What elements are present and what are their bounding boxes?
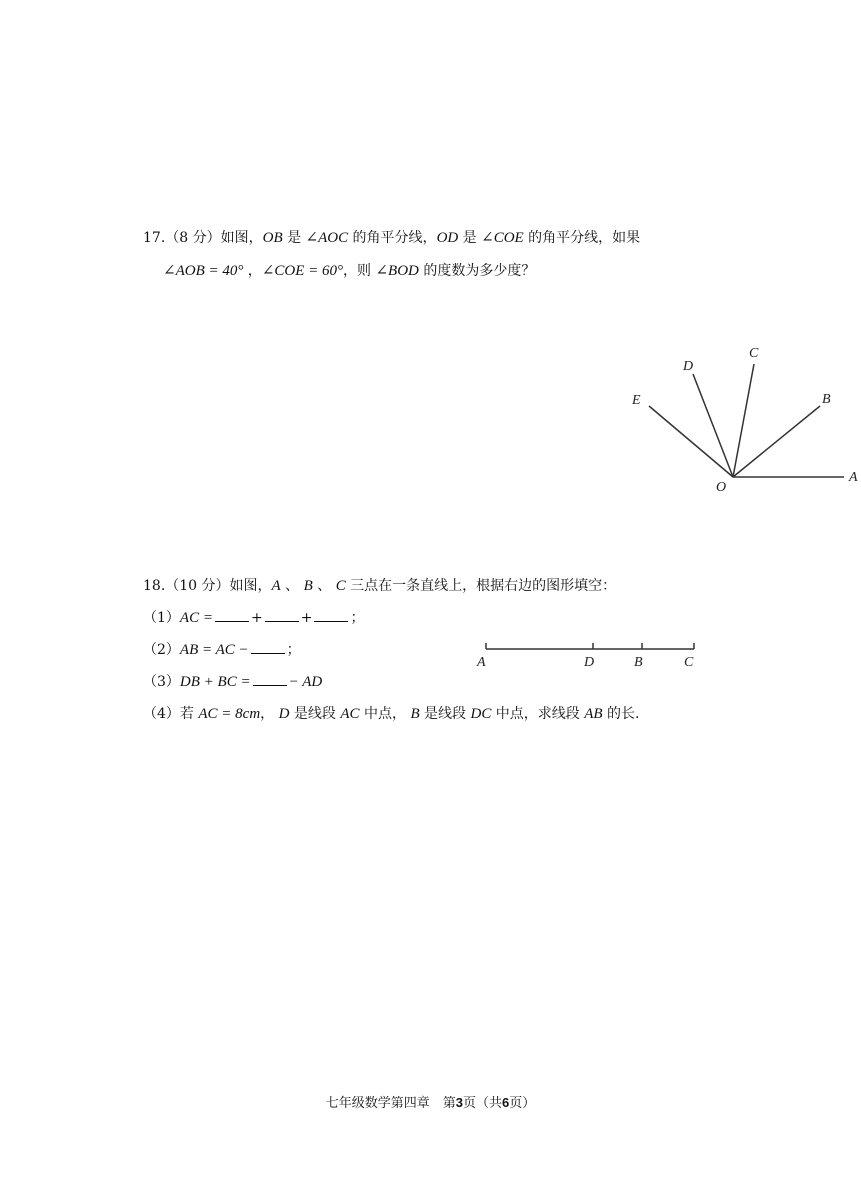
q18-text: 若 — [179, 706, 199, 722]
q18-text: 中点，求线段 — [491, 706, 585, 722]
q18-a: A — [271, 578, 281, 594]
q17-coe-equation: ∠COE = 60° — [261, 263, 344, 279]
q17-angle-figure — [620, 340, 861, 500]
q18-points: （10 分）如图， — [165, 578, 272, 594]
label-a: A — [849, 470, 858, 485]
page-footer — [0, 1092, 861, 1111]
label-d: D — [584, 655, 595, 670]
q18-dc: DC — [470, 706, 492, 722]
q18-ac-equation: AC = 8cm — [198, 706, 261, 722]
q17-text: 的度数为多少度？ — [418, 263, 536, 279]
q18-text: 的长. — [602, 706, 640, 722]
q17-text: 的角平分线，如果 — [523, 230, 641, 246]
q17-od: OD — [436, 230, 459, 246]
q17-angle-aoc: ∠AOC — [305, 230, 349, 246]
q18-item-2 — [143, 640, 301, 660]
q18-item-3 — [143, 672, 322, 692]
item-end: ； — [350, 610, 365, 626]
item-number: （2） — [143, 642, 180, 658]
q17-angle-coe: ∠COE — [481, 230, 524, 246]
plus-sign: + — [300, 610, 313, 626]
item-2-lhs: AB = AC − — [179, 642, 249, 658]
ray-od — [693, 374, 733, 477]
q18-segment-figure — [472, 632, 702, 674]
label-e: E — [632, 393, 641, 408]
q17-text: ，则 — [343, 263, 376, 279]
footer-text: 页（共 — [463, 1096, 503, 1111]
q18-b: B — [303, 578, 313, 594]
q18-ac: AC — [340, 706, 360, 722]
blank-3[interactable] — [253, 673, 287, 686]
label-c: C — [684, 655, 694, 670]
q17-text: 的角平分线， — [348, 230, 437, 246]
q18-ab: AB — [584, 706, 603, 722]
label-b: B — [634, 655, 643, 670]
q18-text: 是线段 — [419, 706, 471, 722]
plus-sign: + — [250, 610, 263, 626]
item-1-lhs: AC = — [179, 610, 213, 626]
q18-c: C — [335, 578, 346, 594]
q18-item-4 — [143, 704, 640, 724]
blank-1a[interactable] — [215, 609, 249, 622]
footer-text: 页） — [509, 1096, 536, 1111]
q17-aob-equation: ∠AOB = 40° — [163, 263, 244, 279]
q17-line2 — [163, 261, 535, 281]
ray-oe — [649, 406, 733, 477]
blank-1c[interactable] — [314, 609, 348, 622]
q18-number: 18. — [143, 578, 166, 594]
footer-total-pages: 6 — [502, 1095, 510, 1110]
label-o: O — [716, 480, 727, 495]
label-d: D — [683, 359, 694, 374]
q18-text: ， — [260, 706, 279, 722]
ray-oc — [733, 364, 754, 477]
q17-text: 是 — [282, 230, 306, 246]
ray-ob — [733, 406, 820, 477]
blank-1b[interactable] — [265, 609, 299, 622]
item-number: （1） — [143, 610, 180, 626]
label-c: C — [749, 346, 759, 361]
footer-page-number: 3 — [455, 1095, 463, 1110]
label-a: A — [477, 655, 486, 670]
q17-text: ， — [243, 263, 262, 279]
item-end: ； — [286, 642, 301, 658]
q18-b: B — [410, 706, 420, 722]
label-b: B — [822, 392, 831, 407]
q18-d: D — [278, 706, 290, 722]
q18-item-1 — [143, 608, 364, 628]
q17-text: 是 — [458, 230, 482, 246]
q17-ob: OB — [262, 230, 283, 246]
q17-number: 17. — [143, 230, 166, 246]
blank-2[interactable] — [251, 641, 285, 654]
item-number: （4） — [143, 706, 180, 722]
q17-points: （8 分）如图， — [165, 230, 263, 246]
q18-text: 、 — [280, 578, 304, 594]
item-number: （3） — [143, 674, 180, 690]
q18-text: 、 — [312, 578, 336, 594]
q18-line1 — [143, 576, 616, 596]
footer-chapter: 七年级数学第四章 — [325, 1096, 430, 1111]
q18-text: 三点在一条直线上，根据右边的图形填空： — [345, 578, 617, 594]
q17-angle-bod: ∠BOD — [375, 263, 419, 279]
footer-text: 第 — [429, 1096, 456, 1111]
item-3-lhs: DB + BC = — [179, 674, 251, 690]
item-3-rhs: − AD — [288, 674, 323, 690]
q18-text: 中点， — [359, 706, 411, 722]
q17-line1 — [143, 228, 640, 248]
q18-text: 是线段 — [289, 706, 341, 722]
